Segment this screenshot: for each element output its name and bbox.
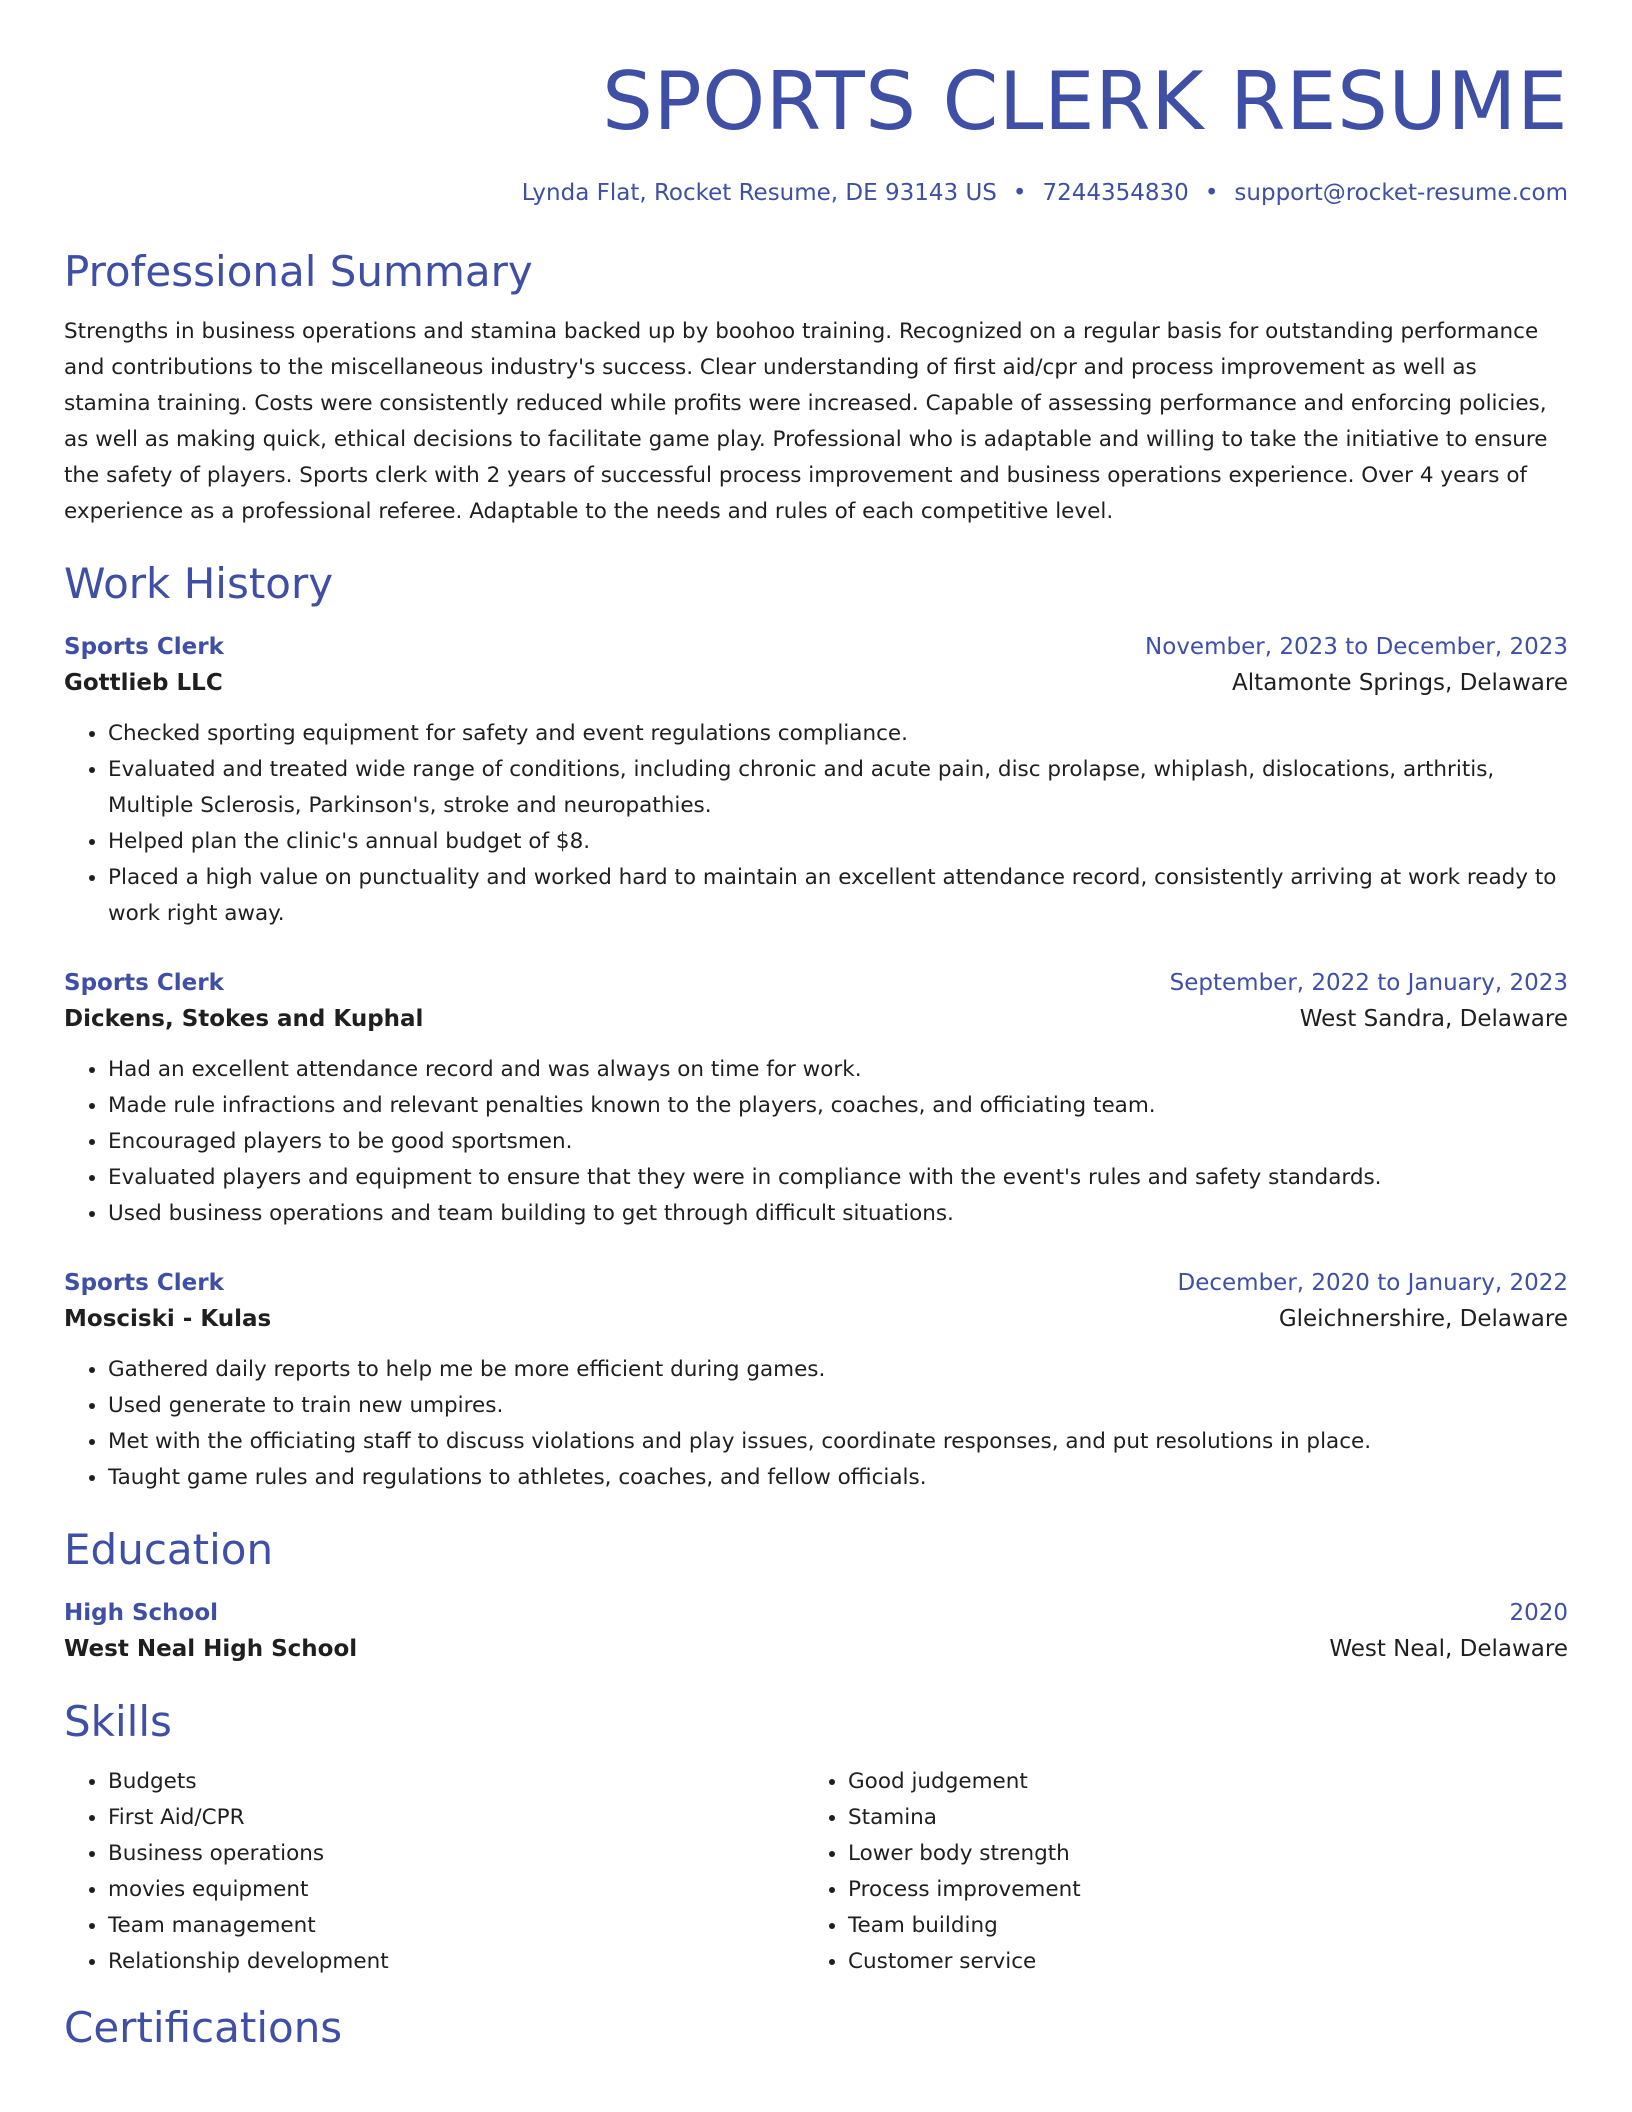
job-entry (64, 1266, 1568, 1496)
job-role: Sports Clerk (64, 970, 224, 996)
job-bullet: • Met with the officiating staff to discuss violations and play issues, coordinate responses, and put resolutions in place. (108, 1424, 1568, 1460)
education-location: West Neal, Delaware (1329, 1636, 1568, 1662)
skill-item: • Team building (848, 1908, 1544, 1944)
job-bullet: • Evaluated players and equipment to ensure that they were in compliance with the event's rules and safety standards. (108, 1160, 1568, 1196)
skill-item: • Stamina (848, 1800, 1544, 1836)
summary-heading: Professional Summary (64, 247, 533, 296)
skills-heading: Skills (64, 1697, 172, 1746)
education-degree: High School (64, 1600, 219, 1626)
job-bullet: • Encouraged players to be good sportsmen. (108, 1124, 1568, 1160)
skills-column-right (804, 1764, 1544, 1980)
job-bullet: • Gathered daily reports to help me be more efficient during games. (108, 1352, 1568, 1388)
job-location: West Sandra, Delaware (1299, 1006, 1568, 1032)
work-history-heading: Work History (64, 559, 334, 608)
skill-item: • movies equipment (108, 1872, 804, 1908)
job-bullet: • Helped plan the clinic's annual budget of $8. (108, 824, 1568, 860)
job-bullet: • Placed a high value on punctuality and worked hard to maintain an excellent attendance record, consistently arriving at work ready to work right away. (108, 860, 1568, 932)
skills-list (64, 1764, 1568, 1980)
education-entry (64, 1596, 1568, 1668)
certifications-heading: Certifications (64, 2003, 343, 2052)
skill-item: • Customer service (848, 1944, 1544, 1980)
job-bullet: • Used generate to train new umpires. (108, 1388, 1568, 1424)
skill-item: • Team management (108, 1908, 804, 1944)
summary-text: Strengths in business operations and stamina backed up by boohoo training. Recognized on a regular basis for outstanding performance and contributions to the miscellaneous industry's success. Clear understanding of first aid/cpr and process improvement as well as stamina training. Costs were consistently reduced while profits were increased. Capable of assessing performance and enforcing policies, as well as making quick, ethical decisions to facilitate game play. Professional who is adaptable and willing to take the initiative to ensure the safety of players. Sports clerk with 2 years of successful process improvement and business operations experience. Over 4 years of experience as a professional referee. Adaptable to the needs and rules of each competitive level. (64, 319, 1548, 524)
job-bullet: • Taught game rules and regulations to athletes, coaches, and fellow officials. (108, 1460, 1568, 1496)
job-bullet: • Made rule infractions and relevant penalties known to the players, coaches, and officiating team. (108, 1088, 1568, 1124)
contact-email: support@rocket-resume.com (1234, 180, 1568, 206)
education-school: West Neal High School (64, 1636, 358, 1662)
job-location: Altamonte Springs, Delaware (1232, 670, 1568, 696)
job-company: Gottlieb LLC (64, 670, 223, 696)
skill-item: • Lower body strength (848, 1836, 1544, 1872)
job-bullets (64, 716, 1568, 932)
contact-line (64, 178, 1568, 208)
job-bullet: • Checked sporting equipment for safety and event regulations compliance. (108, 716, 1568, 752)
job-bullet: • Had an excellent attendance record and was always on time for work. (108, 1052, 1568, 1088)
job-bullets (64, 1052, 1568, 1232)
skill-item: • Good judgement (848, 1764, 1544, 1800)
job-bullet: • Evaluated and treated wide range of conditions, including chronic and acute pain, disc prolapse, whiplash, dislocations, arthritis, Multiple Sclerosis, Parkinson's, stroke and neuropathies. (108, 752, 1568, 824)
education-year: 2020 (1509, 1600, 1568, 1626)
job-role: Sports Clerk (64, 1270, 224, 1296)
contact-phone: 7244354830 (1042, 180, 1189, 206)
job-location: Gleichnershire, Delaware (1278, 1306, 1568, 1332)
job-bullets (64, 1352, 1568, 1496)
job-entry (64, 630, 1568, 932)
contact-separator: • (1204, 180, 1219, 206)
contact-separator: • (1012, 180, 1027, 206)
job-company: Mosciski - Kulas (64, 1306, 272, 1332)
skill-item: • Process improvement (848, 1872, 1544, 1908)
job-role: Sports Clerk (64, 634, 224, 660)
skill-item: • Budgets (108, 1764, 804, 1800)
contact-address: Lynda Flat, Rocket Resume, DE 93143 US (521, 180, 997, 206)
education-heading: Education (64, 1525, 274, 1574)
job-entry (64, 966, 1568, 1232)
skill-item: • Relationship development (108, 1944, 804, 1980)
skill-item: • First Aid/CPR (108, 1800, 804, 1836)
job-bullet: • Used business operations and team building to get through difficult situations. (108, 1196, 1568, 1232)
resume-header (64, 52, 1568, 208)
job-dates: December, 2020 to January, 2022 (1177, 1270, 1568, 1296)
skill-item: • Business operations (108, 1836, 804, 1872)
job-dates: September, 2022 to January, 2023 (1169, 970, 1568, 996)
resume-title: SPORTS CLERK RESUME (602, 55, 1568, 148)
job-company: Dickens, Stokes and Kuphal (64, 1006, 424, 1032)
job-dates: November, 2023 to December, 2023 (1145, 634, 1568, 660)
skills-column-left (64, 1764, 804, 1980)
